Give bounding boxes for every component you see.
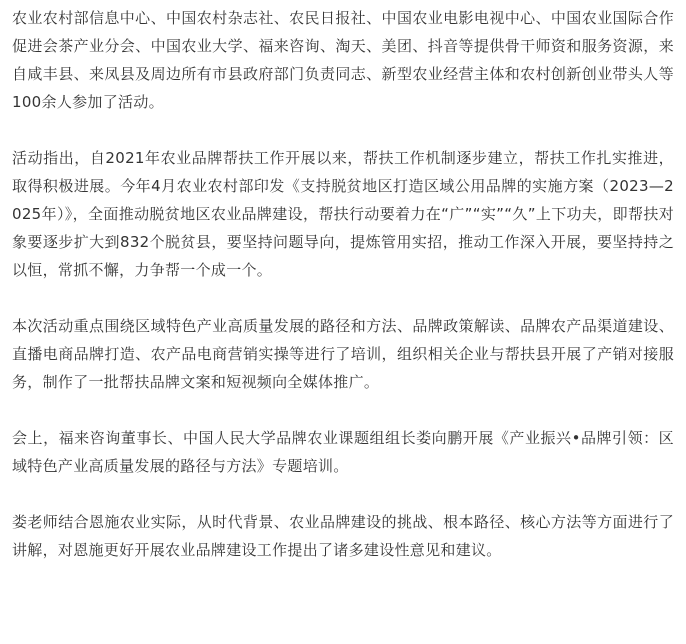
paragraph-activity-summary: 活动指出，自2021年农业品牌帮扶工作开展以来，帮扶工作机制逐步建立，帮扶工作扎实推进，取得积极进展。今年4月农业农村部印发《支持脱贫地区打造区域公用品牌的实施方案（2023—2025年）》，全面推动脱贫地区农业品牌建设，帮扶行动要着力在“广”“实”“久”上下功夫，即帮扶对象要逐步扩大到832个脱贫县，要坚持问题导向，提炼管用实招，推动工作深入开展，要坚持持之以恒，常抓不懈，力争帮一个成一个。 <box>12 149 674 279</box>
paragraph-special-training: 会上，福来咨询董事长、中国人民大学品牌农业课题组组长娄向鹏开展《产业振兴•品牌引领：区域特色产业高质量发展的路径与方法》专题培训。 <box>12 429 674 475</box>
paragraph-training-focus: 本次活动重点围绕区域特色产业高质量发展的路径和方法、品牌政策解读、品牌农产品渠道建设、直播电商品牌打造、农产品电商营销实操等进行了培训，组织相关企业与帮扶县开展了产销对接服务，制作了一批帮扶品牌文案和短视频向全媒体推广。 <box>12 317 674 391</box>
paragraph-lecture-summary: 娄老师结合恩施农业实际，从时代背景、农业品牌建设的挑战、根本路径、核心方法等方面进行了讲解，对恩施更好开展农业品牌建设工作提出了诸多建设性意见和建议。 <box>12 513 674 559</box>
paragraph-participants: 农业农村部信息中心、中国农村杂志社、农民日报社、中国农业电影电视中心、中国农业国际合作促进会茶产业分会、中国农业大学、福来咨询、淘天、美团、抖音等提供骨干师资和服务资源，来自咸丰县、来凤县及周边所有市县政府部门负责同志、新型农业经营主体和农村创新创业带头人等100余人参加了活动。 <box>12 9 674 111</box>
